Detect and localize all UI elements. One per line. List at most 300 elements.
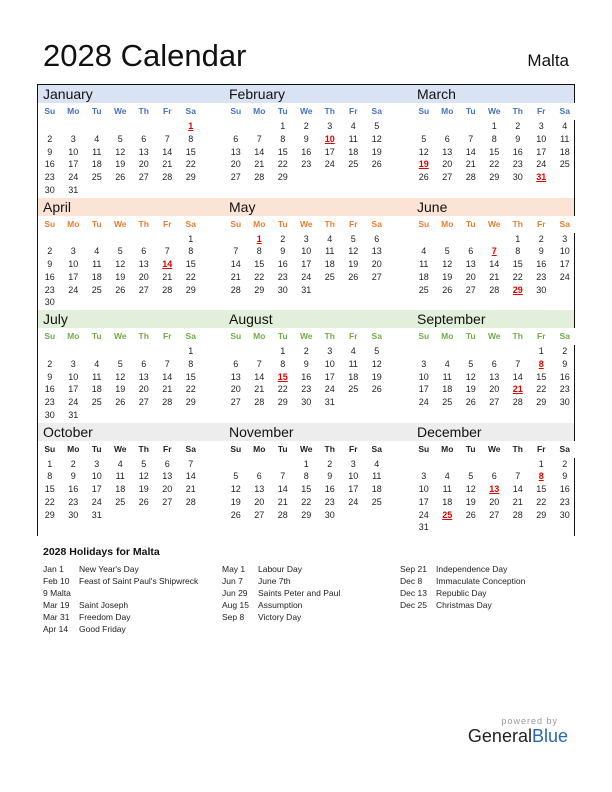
day-cell: 23: [512, 159, 523, 170]
weekday-label: Th: [324, 331, 335, 341]
day-cell: 4: [562, 121, 568, 131]
week-row: [38, 120, 208, 133]
day-cell: 30: [44, 297, 55, 308]
week-row: [224, 245, 394, 258]
day-cell: 8: [188, 246, 194, 257]
day-cell: 4: [444, 471, 450, 482]
empty-cell: [156, 409, 180, 422]
holiday-name: Christmas Day: [436, 600, 492, 610]
empty-cell: [483, 345, 507, 358]
day-cell: 17: [324, 146, 335, 157]
day-cell: 12: [465, 371, 476, 382]
holiday-column: [43, 563, 198, 635]
day-cell: 3: [70, 246, 76, 257]
day-cell: 6: [164, 458, 170, 469]
empty-cell: [109, 345, 133, 358]
empty-cell: [365, 284, 389, 297]
month-september: [412, 310, 582, 409]
day-cell: 16: [277, 259, 288, 270]
day-cell: 6: [141, 133, 147, 144]
calendar-grid: [37, 84, 575, 536]
day-cell: 1: [280, 346, 286, 356]
holiday-item: [400, 587, 525, 599]
holiday-date-label: Jun 7: [222, 576, 243, 586]
empty-cell: [483, 233, 507, 246]
weekday-label: Th: [512, 331, 523, 341]
day-cell: 6: [374, 233, 380, 244]
weekday-label: Tu: [277, 443, 288, 454]
day-cell: 12: [115, 259, 126, 270]
day-cell: 10: [68, 259, 79, 270]
holiday-date-label: Mar 31: [43, 612, 70, 622]
empty-cell: [412, 345, 436, 358]
day-cell: 10: [68, 371, 79, 382]
day-cell: 20: [254, 496, 265, 507]
day-cell: 18: [418, 271, 429, 282]
day-cell: 15: [44, 484, 55, 495]
day-cell: 5: [468, 358, 474, 369]
day-cell: 14: [230, 259, 241, 270]
holiday-item: [43, 587, 198, 599]
day-cell: 19: [115, 384, 126, 395]
holidays-section: [43, 546, 583, 634]
day-cell: 17: [536, 146, 547, 157]
month-july: [38, 310, 208, 422]
day-cell: 28: [277, 509, 288, 520]
weekday-label: Sa: [559, 218, 570, 229]
day-cell: 16: [68, 484, 79, 495]
holiday-date: 1: [188, 121, 194, 131]
week-row: [224, 133, 394, 146]
day-cell: 12: [442, 259, 453, 270]
empty-cell: [224, 458, 248, 471]
day-cell: 20: [465, 271, 476, 282]
empty-cell: [412, 458, 436, 471]
day-cell: 26: [418, 172, 429, 183]
weekday-label: We: [487, 443, 501, 454]
day-cell: 25: [348, 384, 359, 395]
day-cell: 5: [350, 233, 356, 244]
day-cell: 9: [47, 371, 53, 382]
day-cell: 30: [536, 284, 547, 295]
holiday-column: [400, 563, 525, 611]
day-cell: 2: [303, 121, 309, 131]
month-name: December: [417, 423, 482, 440]
weekday-label: Fr: [537, 106, 546, 116]
day-cell: 28: [162, 172, 173, 183]
day-cell: 2: [47, 133, 53, 144]
weekday-label: Mo: [253, 331, 266, 341]
day-cell: 16: [512, 146, 523, 157]
day-cell: 18: [91, 384, 102, 395]
day-cell: 19: [465, 496, 476, 507]
empty-cell: [179, 409, 203, 422]
week-row: [38, 509, 208, 522]
day-cell: 27: [138, 284, 149, 295]
month-name: April: [43, 198, 72, 215]
holiday-column: [222, 563, 340, 623]
day-cell: 11: [92, 259, 102, 270]
empty-cell: [85, 296, 109, 309]
holiday-date: 31: [536, 172, 547, 183]
weekday-label: Su: [44, 443, 56, 454]
week-row: [38, 345, 208, 358]
weekday-label: Su: [44, 331, 56, 341]
day-cell: 4: [94, 133, 100, 144]
day-cell: 8: [188, 358, 194, 369]
day-cell: 22: [185, 384, 196, 395]
day-cell: 18: [91, 271, 102, 282]
day-cell: 9: [47, 146, 53, 157]
day-cell: 10: [559, 246, 570, 257]
empty-cell: [459, 458, 483, 471]
day-cell: 26: [348, 271, 359, 282]
weekday-label: Th: [512, 106, 523, 116]
day-cell: 2: [280, 233, 286, 244]
day-cell: 18: [348, 371, 359, 382]
weekday-label: Th: [138, 331, 149, 341]
weekday-label: Su: [418, 218, 430, 229]
week-row: [224, 345, 394, 358]
day-cell: 27: [489, 509, 500, 520]
weekday-header: [38, 328, 208, 345]
day-cell: 31: [91, 509, 102, 520]
month-october: [38, 423, 208, 522]
day-cell: 30: [44, 409, 55, 420]
month-april: [38, 198, 208, 310]
week-row: [38, 383, 208, 396]
day-cell: 14: [512, 371, 523, 382]
day-cell: 26: [115, 397, 126, 408]
holiday-date-label: Mar 19: [43, 600, 70, 610]
empty-cell: [224, 345, 248, 358]
day-cell: 12: [115, 371, 126, 382]
empty-cell: [436, 120, 460, 133]
brand-logo: [468, 716, 568, 747]
weekday-label: Sa: [559, 106, 570, 116]
weekday-label: Fr: [163, 106, 172, 116]
day-cell: 20: [489, 384, 500, 395]
weekday-label: Mo: [441, 218, 454, 229]
empty-cell: [156, 509, 180, 522]
day-cell: 12: [371, 133, 382, 144]
day-cell: 23: [324, 496, 335, 507]
weekday-label: Fr: [349, 331, 358, 341]
holiday-date-label: Dec 8: [400, 576, 423, 586]
week-row: [224, 171, 394, 184]
weekday-label: Mo: [441, 443, 454, 454]
holiday-name: Victory Day: [258, 612, 302, 622]
day-cell: 29: [185, 397, 196, 408]
week-row: [412, 496, 582, 509]
day-cell: 8: [188, 133, 194, 144]
weekday-header: [38, 441, 208, 458]
empty-cell: [436, 345, 460, 358]
weekday-label: Sa: [185, 106, 196, 116]
empty-cell: [553, 171, 577, 184]
day-cell: 25: [324, 271, 335, 282]
week-row: [38, 133, 208, 146]
holiday-date-label: Feb 10: [43, 576, 70, 586]
holiday-date: 10: [324, 133, 335, 144]
day-cell: 5: [117, 358, 123, 369]
week-row: [412, 158, 582, 171]
week-row: [224, 470, 394, 483]
empty-cell: [365, 171, 389, 184]
empty-cell: [436, 233, 460, 246]
day-cell: 5: [117, 133, 123, 144]
holiday-name: Saint Joseph: [79, 600, 129, 610]
day-cell: 3: [303, 233, 309, 244]
weekday-label: Su: [230, 331, 242, 341]
month-name: May: [229, 198, 256, 215]
day-cell: 31: [418, 522, 429, 533]
day-cell: 13: [138, 259, 149, 270]
holiday-date: 1: [256, 233, 262, 244]
empty-cell: [459, 521, 483, 534]
weekday-label: Tu: [91, 443, 102, 454]
month-february: [224, 85, 394, 184]
day-cell: 9: [562, 358, 568, 369]
day-cell: 19: [371, 146, 382, 157]
day-cell: 7: [164, 246, 170, 257]
week-row: [224, 158, 394, 171]
day-cell: 15: [254, 259, 265, 270]
empty-cell: [109, 296, 133, 309]
day-cell: 4: [327, 233, 333, 244]
day-cell: 8: [280, 358, 286, 369]
day-cell: 20: [442, 159, 453, 170]
day-cell: 12: [348, 246, 359, 257]
day-cell: 21: [489, 271, 500, 282]
day-cell: 27: [138, 397, 149, 408]
weekday-label: Tu: [91, 218, 102, 229]
day-cell: 24: [91, 496, 102, 507]
weekday-label: Su: [230, 218, 242, 229]
day-cell: 9: [303, 133, 309, 144]
day-cell: 11: [419, 259, 429, 270]
week-row: [412, 171, 582, 184]
empty-cell: [62, 345, 86, 358]
day-cell: 30: [301, 397, 312, 408]
day-cell: 23: [277, 271, 288, 282]
day-cell: 7: [280, 471, 286, 482]
day-cell: 1: [515, 233, 521, 244]
day-cell: 7: [233, 246, 239, 257]
day-cell: 6: [444, 133, 450, 144]
holiday-date: 15: [277, 371, 288, 382]
week-row: [412, 371, 582, 384]
day-cell: 19: [230, 496, 241, 507]
day-cell: 29: [185, 172, 196, 183]
month-august: [224, 310, 394, 409]
empty-cell: [132, 296, 156, 309]
day-cell: 13: [138, 146, 149, 157]
weekday-label: Su: [418, 331, 430, 341]
day-cell: 5: [374, 121, 380, 131]
holiday-item: [43, 611, 198, 623]
day-cell: 18: [115, 484, 126, 495]
day-cell: 7: [256, 358, 262, 369]
day-cell: 5: [444, 246, 450, 257]
weekday-label: We: [113, 106, 127, 116]
weekday-label: We: [487, 106, 501, 116]
day-cell: 19: [138, 484, 149, 495]
holiday-date-label: Aug 15: [222, 600, 249, 610]
weekday-label: Sa: [559, 443, 570, 454]
day-cell: 22: [254, 271, 265, 282]
day-cell: 1: [47, 458, 53, 469]
week-row: [412, 509, 582, 522]
weekday-header: [224, 216, 394, 233]
weekday-label: Tu: [277, 106, 288, 116]
empty-cell: [483, 521, 507, 534]
empty-cell: [156, 120, 180, 133]
day-cell: 25: [442, 397, 453, 408]
empty-cell: [132, 409, 156, 422]
week-row: [38, 409, 208, 422]
day-cell: 25: [115, 496, 126, 507]
day-cell: 28: [465, 172, 476, 183]
weekday-header: [38, 103, 208, 120]
day-cell: 29: [301, 509, 312, 520]
empty-cell: [365, 509, 389, 522]
day-cell: 10: [418, 371, 429, 382]
holiday-date: 13: [489, 484, 500, 495]
weekday-label: Mo: [253, 443, 266, 454]
month-name: October: [43, 423, 93, 440]
day-cell: 18: [559, 146, 570, 157]
day-cell: 15: [185, 371, 196, 382]
day-cell: 9: [562, 471, 568, 482]
day-cell: 9: [280, 246, 286, 257]
day-cell: 3: [70, 133, 76, 144]
day-cell: 10: [348, 471, 359, 482]
day-cell: 14: [489, 259, 500, 270]
day-cell: 30: [68, 509, 79, 520]
day-cell: 25: [371, 496, 382, 507]
day-cell: 6: [256, 471, 262, 482]
day-cell: 17: [68, 271, 79, 282]
holiday-name: New Year's Day: [79, 564, 139, 574]
day-cell: 8: [491, 133, 497, 144]
day-cell: 6: [491, 358, 497, 369]
week-row: [224, 483, 394, 496]
day-cell: 30: [559, 509, 570, 520]
empty-cell: [85, 345, 109, 358]
holiday-date: 21: [512, 384, 523, 395]
weekday-label: Fr: [163, 218, 172, 229]
day-cell: 8: [256, 246, 262, 257]
week-row: [38, 245, 208, 258]
weekday-label: Sa: [371, 218, 382, 229]
month-name: September: [417, 311, 486, 327]
weekday-label: We: [487, 331, 501, 341]
empty-cell: [318, 171, 342, 184]
day-cell: 2: [47, 246, 53, 257]
day-cell: 24: [559, 271, 570, 282]
holiday-date-label: Dec 13: [400, 588, 427, 598]
day-cell: 27: [138, 172, 149, 183]
weekday-label: Th: [324, 218, 335, 229]
day-cell: 23: [559, 496, 570, 507]
weekday-label: Mo: [67, 218, 80, 229]
day-cell: 6: [491, 471, 497, 482]
weekday-header: [38, 216, 208, 233]
day-cell: 17: [418, 496, 429, 507]
empty-cell: [318, 284, 342, 297]
day-cell: 3: [562, 233, 568, 244]
day-cell: 21: [465, 159, 476, 170]
day-cell: 21: [185, 484, 196, 495]
day-cell: 22: [536, 384, 547, 395]
week-row: [224, 233, 394, 246]
week-row: [412, 233, 582, 246]
holiday-item: [43, 563, 198, 575]
month-name: February: [229, 86, 286, 102]
month-december: [412, 423, 582, 535]
day-cell: 20: [138, 271, 149, 282]
weekday-label: Tu: [465, 443, 476, 454]
empty-cell: [436, 458, 460, 471]
week-row: [412, 284, 582, 297]
holiday-name: Good Friday: [79, 624, 126, 634]
day-cell: 27: [371, 271, 382, 282]
holiday-name: Labour Day: [258, 564, 302, 574]
week-row: [224, 396, 394, 409]
day-cell: 2: [47, 358, 53, 369]
weekday-label: Su: [44, 218, 56, 229]
day-cell: 26: [371, 384, 382, 395]
day-cell: 4: [444, 358, 450, 369]
day-cell: 10: [301, 246, 312, 257]
holiday-date-label: Apr 14: [43, 624, 69, 634]
day-cell: 15: [185, 146, 196, 157]
day-cell: 10: [324, 358, 335, 369]
empty-cell: [342, 171, 366, 184]
empty-cell: [459, 120, 483, 133]
quarter-3: [38, 310, 574, 422]
day-cell: 3: [350, 458, 356, 469]
day-cell: 15: [536, 371, 547, 382]
day-cell: 24: [348, 496, 359, 507]
day-cell: 3: [421, 358, 427, 369]
day-cell: 16: [559, 371, 570, 382]
day-cell: 3: [421, 471, 427, 482]
day-cell: 24: [68, 172, 79, 183]
day-cell: 14: [254, 146, 265, 157]
empty-cell: [459, 345, 483, 358]
empty-cell: [506, 458, 530, 471]
day-cell: 13: [254, 484, 265, 495]
day-cell: 4: [94, 358, 100, 369]
day-cell: 2: [70, 458, 76, 469]
day-cell: 29: [277, 397, 288, 408]
holiday-date: 14: [162, 259, 173, 270]
day-cell: 30: [277, 284, 288, 295]
day-cell: 8: [515, 246, 521, 257]
empty-cell: [109, 509, 133, 522]
week-row: [38, 284, 208, 297]
empty-cell: [248, 120, 272, 133]
empty-cell: [271, 458, 295, 471]
day-cell: 11: [92, 371, 102, 382]
day-cell: 11: [442, 371, 452, 382]
empty-cell: [132, 345, 156, 358]
day-cell: 26: [115, 172, 126, 183]
day-cell: 14: [465, 146, 476, 157]
week-row: [224, 358, 394, 371]
